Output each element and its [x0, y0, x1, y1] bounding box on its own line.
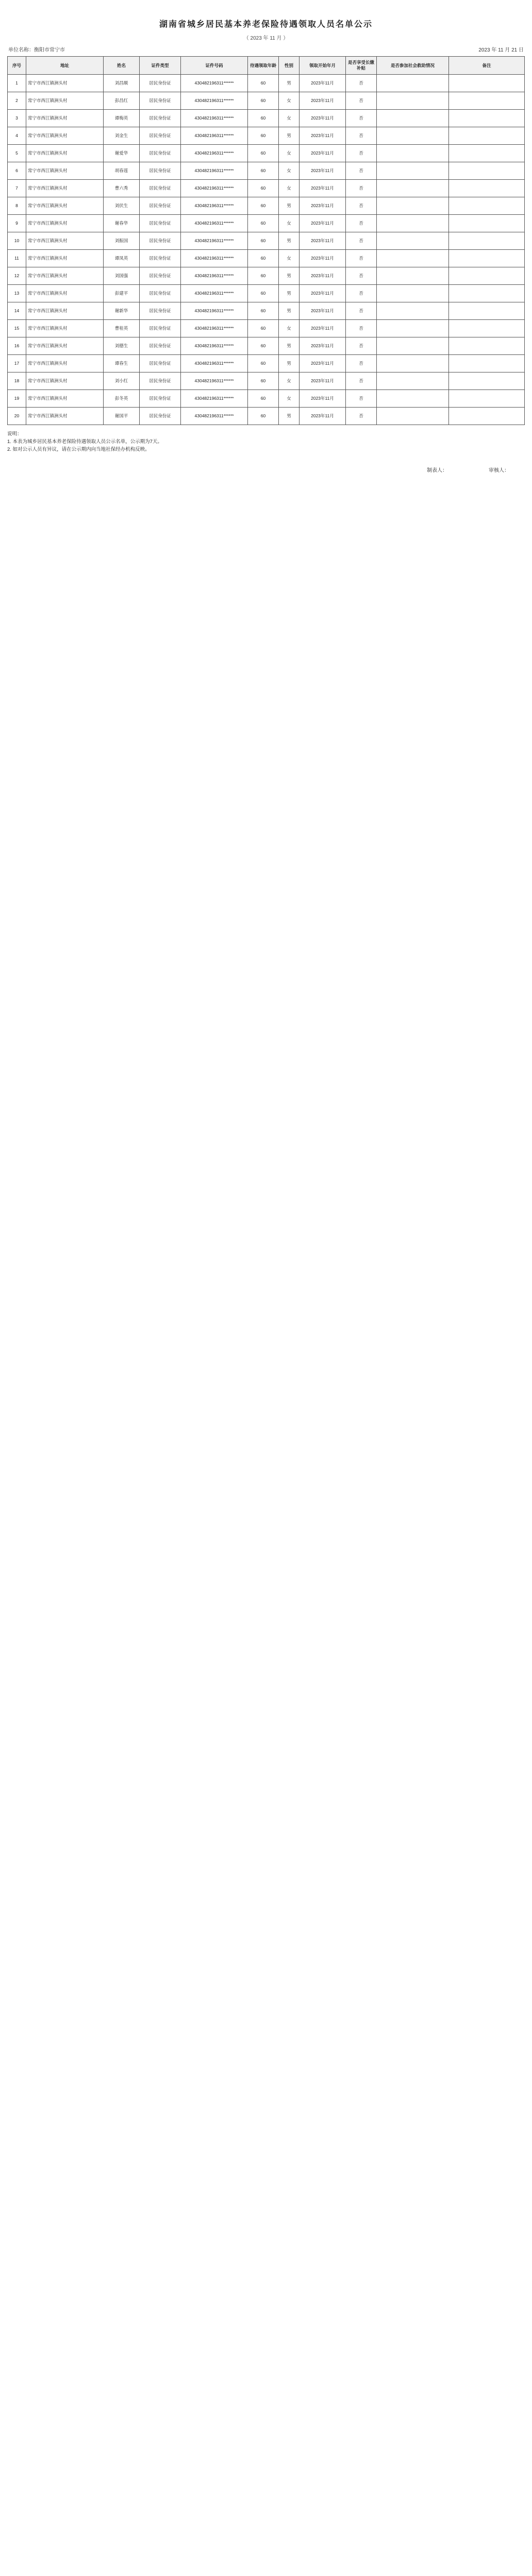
table-cell: 2023年11月	[300, 320, 346, 337]
table-cell	[377, 250, 449, 267]
table-cell	[449, 215, 525, 232]
recipients-table	[7, 56, 525, 425]
table-cell: 彭建平	[104, 285, 140, 302]
table-cell: 刘振国	[104, 232, 140, 250]
table-row	[8, 390, 525, 408]
table-cell: 谢新华	[104, 302, 140, 320]
table-cell: 常宁市西江镇洲头村	[26, 75, 104, 92]
table-cell: 彭昌红	[104, 92, 140, 110]
column-header: 证件类型	[140, 57, 181, 75]
table-cell: 居民身份证	[140, 180, 181, 197]
table-cell	[449, 92, 525, 110]
maker-label: 制表人：	[427, 468, 447, 473]
table-cell	[377, 197, 449, 215]
table-cell: 否	[346, 302, 377, 320]
table-cell	[377, 180, 449, 197]
table-cell: 居民身份证	[140, 215, 181, 232]
table-row	[8, 408, 525, 425]
table-cell: 430482196311******	[181, 75, 248, 92]
column-header: 性别	[279, 57, 300, 75]
table-row	[8, 92, 525, 110]
table-cell: 2023年11月	[300, 355, 346, 372]
table-cell: 刘伏生	[104, 197, 140, 215]
table-cell: 60	[248, 92, 279, 110]
table-cell: 2023年11月	[300, 75, 346, 92]
table-cell: 否	[346, 355, 377, 372]
table-cell	[377, 337, 449, 355]
column-header: 备注	[449, 57, 525, 75]
table-cell: 7	[8, 180, 26, 197]
table-cell: 曹六秀	[104, 180, 140, 197]
table-cell: 12	[8, 267, 26, 285]
table-cell: 2023年11月	[300, 390, 346, 408]
table-cell: 60	[248, 302, 279, 320]
table-cell: 否	[346, 197, 377, 215]
table-cell	[449, 390, 525, 408]
table-cell: 常宁市西江镇洲头村	[26, 197, 104, 215]
table-cell: 居民身份证	[140, 408, 181, 425]
unit-field	[8, 45, 65, 53]
table-cell: 430482196311******	[181, 232, 248, 250]
table-cell: 17	[8, 355, 26, 372]
document-date: 2023 年 11 月 21 日	[478, 47, 524, 53]
table-cell: 刘国强	[104, 267, 140, 285]
table-cell: 430482196311******	[181, 320, 248, 337]
table-cell: 5	[8, 145, 26, 162]
table-cell: 居民身份证	[140, 127, 181, 145]
table-cell	[449, 162, 525, 180]
document-title: 湖南省城乡居民基本养老保险待遇领取人员名单公示	[159, 20, 373, 29]
table-row	[8, 250, 525, 267]
table-cell: 否	[346, 92, 377, 110]
table-cell	[449, 145, 525, 162]
notes-list	[7, 438, 525, 453]
table-cell: 2023年11月	[300, 267, 346, 285]
table-cell	[377, 215, 449, 232]
note-item: 1. 本表为城乡居民基本养老保险待遇领取人员公示名单，公示期为7天。	[7, 439, 162, 445]
table-cell: 60	[248, 337, 279, 355]
table-cell: 曹桂英	[104, 320, 140, 337]
table-cell: 常宁市西江镇洲头村	[26, 162, 104, 180]
table-cell: 常宁市西江镇洲头村	[26, 372, 104, 390]
table-cell: 常宁市西江镇洲头村	[26, 145, 104, 162]
table-row	[8, 337, 525, 355]
table-cell: 居民身份证	[140, 250, 181, 267]
table-cell: 居民身份证	[140, 92, 181, 110]
table-cell: 居民身份证	[140, 337, 181, 355]
table-cell	[377, 145, 449, 162]
table-cell: 否	[346, 232, 377, 250]
table-cell: 女	[279, 92, 300, 110]
table-cell: 2023年11月	[300, 302, 346, 320]
table-cell: 430482196311******	[181, 355, 248, 372]
table-cell: 430482196311******	[181, 180, 248, 197]
table-cell: 常宁市西江镇洲头村	[26, 285, 104, 302]
table-cell: 常宁市西江镇洲头村	[26, 110, 104, 127]
table-cell: 男	[279, 302, 300, 320]
table-cell: 男	[279, 197, 300, 215]
table-cell	[449, 267, 525, 285]
table-cell	[449, 408, 525, 425]
table-cell: 60	[248, 145, 279, 162]
table-cell	[377, 390, 449, 408]
column-header: 待遇领取年龄	[248, 57, 279, 75]
notes-heading: 说明：	[7, 431, 22, 437]
table-cell: 3	[8, 110, 26, 127]
table-cell: 刘昌顺	[104, 75, 140, 92]
table-row	[8, 75, 525, 92]
table-cell: 女	[279, 250, 300, 267]
table-cell: 18	[8, 372, 26, 390]
table-cell: 居民身份证	[140, 145, 181, 162]
column-header: 证件号码	[181, 57, 248, 75]
table-cell: 430482196311******	[181, 110, 248, 127]
document-subtitle: （ 2023 年 11 月 ）	[243, 36, 289, 41]
table-cell: 常宁市西江镇洲头村	[26, 408, 104, 425]
table-cell: 女	[279, 320, 300, 337]
table-cell: 2023年11月	[300, 285, 346, 302]
table-cell: 430482196311******	[181, 92, 248, 110]
table-cell: 谭凤英	[104, 250, 140, 267]
table-row	[8, 232, 525, 250]
table-cell: 60	[248, 355, 279, 372]
table-row	[8, 320, 525, 337]
column-header: 是否享受长缴补贴	[346, 57, 377, 75]
table-cell: 刘小红	[104, 372, 140, 390]
table-cell	[449, 250, 525, 267]
table-cell: 居民身份证	[140, 197, 181, 215]
signature-area	[7, 466, 525, 486]
table-cell: 男	[279, 408, 300, 425]
note-item: 2. 如对公示人员有异议，请在公示期内向当地社保经办机构反映。	[7, 447, 150, 452]
table-cell: 4	[8, 127, 26, 145]
table-cell: 谢春华	[104, 215, 140, 232]
table-cell: 胡春莲	[104, 162, 140, 180]
column-header: 是否参加社会救助情况	[377, 57, 449, 75]
table-cell: 常宁市西江镇洲头村	[26, 232, 104, 250]
table-cell: 60	[248, 110, 279, 127]
table-cell: 否	[346, 408, 377, 425]
table-cell: 女	[279, 390, 300, 408]
table-cell: 430482196311******	[181, 162, 248, 180]
table-header-row	[8, 57, 525, 75]
table-cell: 60	[248, 75, 279, 92]
table-cell: 2023年11月	[300, 110, 346, 127]
table-cell: 430482196311******	[181, 302, 248, 320]
table-cell: 2023年11月	[300, 162, 346, 180]
table-cell: 2023年11月	[300, 92, 346, 110]
table-cell: 60	[248, 180, 279, 197]
table-cell: 8	[8, 197, 26, 215]
table-cell: 男	[279, 337, 300, 355]
table-cell: 常宁市西江镇洲头村	[26, 92, 104, 110]
table-cell: 男	[279, 127, 300, 145]
table-cell: 女	[279, 372, 300, 390]
table-cell: 常宁市西江镇洲头村	[26, 267, 104, 285]
table-body	[8, 75, 525, 425]
table-cell: 430482196311******	[181, 250, 248, 267]
table-cell	[377, 355, 449, 372]
table-cell: 否	[346, 267, 377, 285]
table-cell: 常宁市西江镇洲头村	[26, 355, 104, 372]
table-cell: 2023年11月	[300, 250, 346, 267]
table-cell: 2023年11月	[300, 180, 346, 197]
table-row	[8, 267, 525, 285]
table-cell: 10	[8, 232, 26, 250]
table-cell	[377, 408, 449, 425]
table-cell: 1	[8, 75, 26, 92]
table-row	[8, 180, 525, 197]
table-cell: 430482196311******	[181, 372, 248, 390]
table-cell: 常宁市西江镇洲头村	[26, 180, 104, 197]
table-cell: 19	[8, 390, 26, 408]
table-cell	[377, 127, 449, 145]
table-cell	[449, 302, 525, 320]
table-cell: 2	[8, 92, 26, 110]
document-page	[0, 0, 532, 486]
table-cell: 60	[248, 162, 279, 180]
table-row	[8, 215, 525, 232]
table-cell: 否	[346, 215, 377, 232]
table-cell: 常宁市西江镇洲头村	[26, 250, 104, 267]
checker-label: 审核人：	[489, 468, 509, 473]
table-cell: 女	[279, 180, 300, 197]
table-cell: 常宁市西江镇洲头村	[26, 337, 104, 355]
table-cell: 60	[248, 320, 279, 337]
table-cell: 2023年11月	[300, 127, 346, 145]
column-header: 地址	[26, 57, 104, 75]
table-cell: 430482196311******	[181, 390, 248, 408]
table-cell: 否	[346, 285, 377, 302]
table-cell: 60	[248, 197, 279, 215]
column-header: 领取开始年月	[300, 57, 346, 75]
table-cell: 否	[346, 145, 377, 162]
table-cell: 否	[346, 180, 377, 197]
table-cell: 430482196311******	[181, 145, 248, 162]
table-cell: 男	[279, 285, 300, 302]
table-cell: 430482196311******	[181, 197, 248, 215]
table-cell: 6	[8, 162, 26, 180]
table-cell: 否	[346, 75, 377, 92]
table-cell: 2023年11月	[300, 372, 346, 390]
table-row	[8, 302, 525, 320]
table-cell	[377, 110, 449, 127]
document-meta	[7, 45, 525, 53]
table-cell	[449, 110, 525, 127]
table-cell: 430482196311******	[181, 215, 248, 232]
table-cell: 彭冬英	[104, 390, 140, 408]
column-header: 序号	[8, 57, 26, 75]
column-header: 姓名	[104, 57, 140, 75]
table-cell: 常宁市西江镇洲头村	[26, 127, 104, 145]
table-cell: 60	[248, 232, 279, 250]
table-row	[8, 285, 525, 302]
table-cell: 11	[8, 250, 26, 267]
table-cell: 2023年11月	[300, 232, 346, 250]
table-cell: 男	[279, 355, 300, 372]
table-row	[8, 355, 525, 372]
table-cell: 居民身份证	[140, 232, 181, 250]
table-cell: 女	[279, 162, 300, 180]
table-row	[8, 145, 525, 162]
table-cell: 2023年11月	[300, 215, 346, 232]
table-cell: 430482196311******	[181, 337, 248, 355]
table-cell: 谢爱华	[104, 145, 140, 162]
table-cell: 60	[248, 250, 279, 267]
table-cell: 居民身份证	[140, 162, 181, 180]
table-row	[8, 127, 525, 145]
table-cell: 居民身份证	[140, 110, 181, 127]
table-cell: 否	[346, 250, 377, 267]
table-cell: 60	[248, 285, 279, 302]
table-cell	[449, 197, 525, 215]
table-cell	[449, 75, 525, 92]
table-cell: 430482196311******	[181, 127, 248, 145]
table-cell: 否	[346, 320, 377, 337]
table-cell: 430482196311******	[181, 285, 248, 302]
table-cell: 居民身份证	[140, 75, 181, 92]
table-row	[8, 162, 525, 180]
table-cell: 16	[8, 337, 26, 355]
table-cell	[377, 232, 449, 250]
table-cell: 居民身份证	[140, 285, 181, 302]
table-cell	[377, 372, 449, 390]
table-cell: 2023年11月	[300, 145, 346, 162]
unit-name: 衡阳市常宁市	[34, 47, 65, 53]
table-cell: 60	[248, 215, 279, 232]
table-cell	[449, 180, 525, 197]
table-cell	[449, 337, 525, 355]
table-cell: 居民身份证	[140, 320, 181, 337]
table-cell: 居民身份证	[140, 302, 181, 320]
unit-label: 单位名称：	[8, 47, 34, 53]
table-cell: 居民身份证	[140, 390, 181, 408]
table-cell	[377, 75, 449, 92]
table-cell: 14	[8, 302, 26, 320]
table-cell	[449, 127, 525, 145]
table-row	[8, 197, 525, 215]
table-cell	[449, 320, 525, 337]
table-cell: 否	[346, 390, 377, 408]
table-cell: 2023年11月	[300, 408, 346, 425]
table-cell	[377, 162, 449, 180]
table-cell: 居民身份证	[140, 372, 181, 390]
table-cell	[377, 285, 449, 302]
table-cell: 常宁市西江镇洲头村	[26, 320, 104, 337]
table-cell	[449, 372, 525, 390]
table-cell	[449, 285, 525, 302]
table-cell: 否	[346, 127, 377, 145]
table-cell: 刘金生	[104, 127, 140, 145]
table-cell: 居民身份证	[140, 355, 181, 372]
table-cell	[377, 320, 449, 337]
table-cell: 60	[248, 127, 279, 145]
table-cell: 常宁市西江镇洲头村	[26, 390, 104, 408]
table-cell: 女	[279, 215, 300, 232]
table-cell: 2023年11月	[300, 337, 346, 355]
table-cell: 否	[346, 372, 377, 390]
table-cell: 60	[248, 408, 279, 425]
table-cell: 15	[8, 320, 26, 337]
table-cell	[449, 232, 525, 250]
table-cell	[377, 267, 449, 285]
table-cell: 谢国平	[104, 408, 140, 425]
table-cell: 男	[279, 267, 300, 285]
table-row	[8, 372, 525, 390]
table-cell: 男	[279, 232, 300, 250]
table-cell: 谭春生	[104, 355, 140, 372]
table-row	[8, 110, 525, 127]
table-cell: 常宁市西江镇洲头村	[26, 302, 104, 320]
table-cell: 否	[346, 162, 377, 180]
table-cell	[377, 302, 449, 320]
table-cell: 430482196311******	[181, 267, 248, 285]
table-cell: 13	[8, 285, 26, 302]
table-cell: 女	[279, 145, 300, 162]
table-cell	[449, 355, 525, 372]
table-cell: 刘德生	[104, 337, 140, 355]
table-cell: 9	[8, 215, 26, 232]
table-cell: 430482196311******	[181, 408, 248, 425]
table-cell: 60	[248, 267, 279, 285]
table-cell: 居民身份证	[140, 267, 181, 285]
table-cell: 谭梅英	[104, 110, 140, 127]
table-cell: 2023年11月	[300, 197, 346, 215]
table-cell: 否	[346, 110, 377, 127]
table-cell	[377, 92, 449, 110]
notes-section	[7, 430, 525, 453]
table-cell: 否	[346, 337, 377, 355]
table-cell: 女	[279, 110, 300, 127]
table-cell: 20	[8, 408, 26, 425]
table-cell: 60	[248, 390, 279, 408]
table-cell: 男	[279, 75, 300, 92]
table-cell: 常宁市西江镇洲头村	[26, 215, 104, 232]
table-cell: 60	[248, 372, 279, 390]
